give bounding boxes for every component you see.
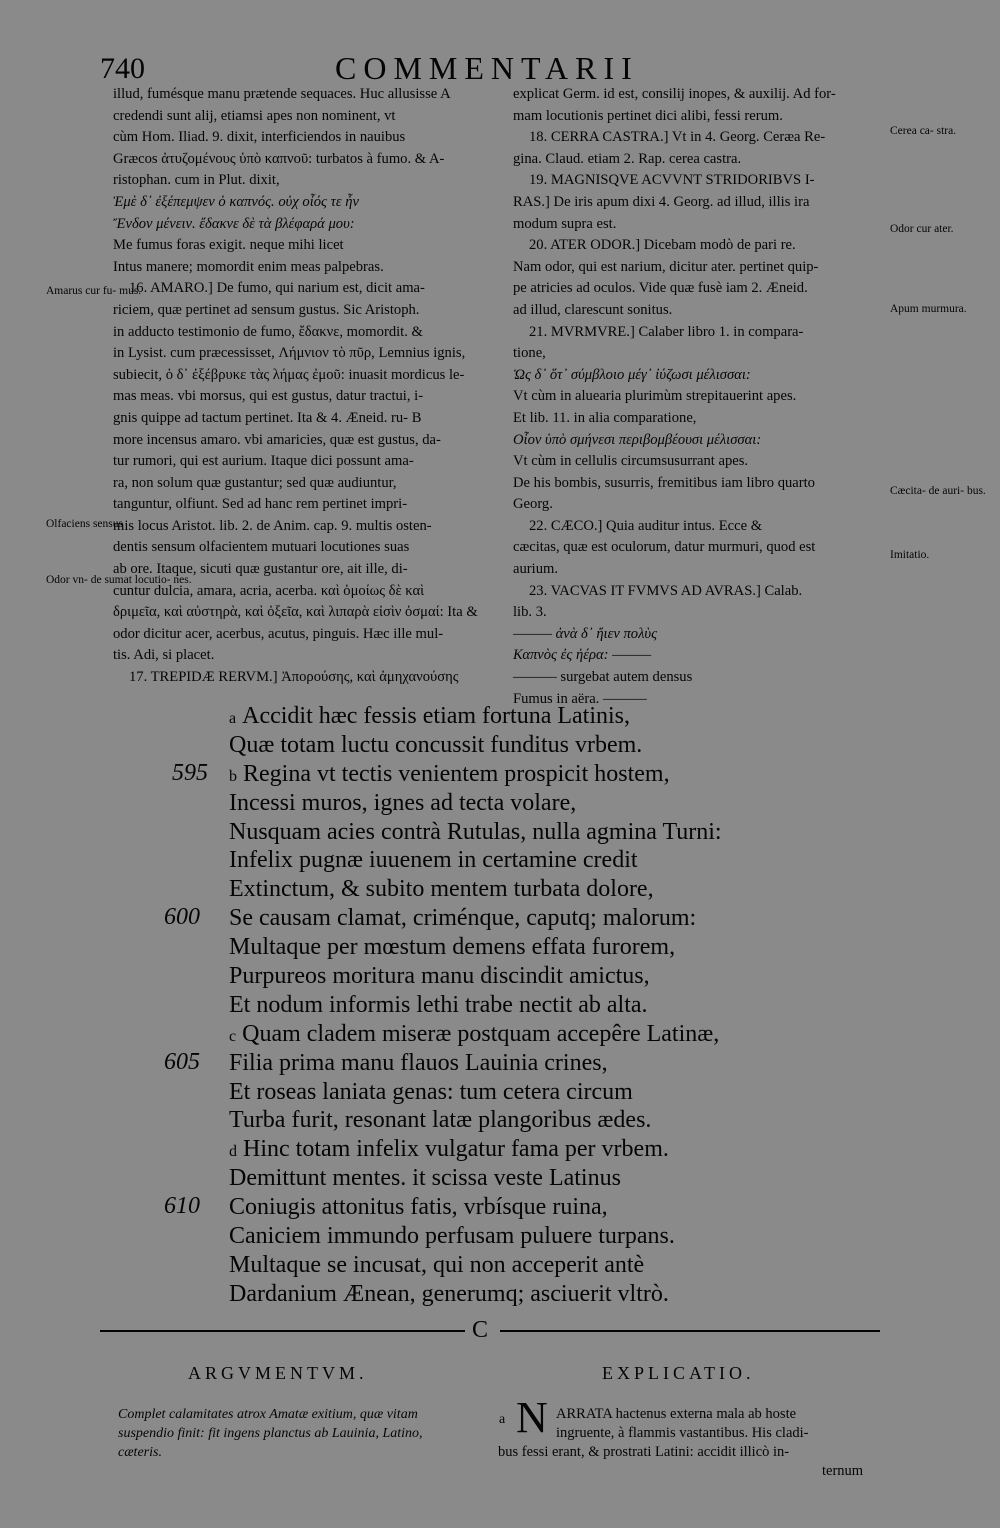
verse-line [229,933,722,962]
margin-note: Odor cur ater. [890,223,954,235]
verse-text: Turba furit, resonant latæ plangoribus ædes. [229,1107,652,1134]
verse-line [229,962,722,991]
commentary-left-column [113,84,501,689]
explicatio-line: ternum [822,1463,864,1479]
verse-text: Extinctum, & subito mentem turbata dolore, [229,876,654,903]
commentary-line: in Lysist. cum præcessisset, Λήμνιον τὸ πῦρ, Lemnius ignis, [113,345,466,362]
verse-text: Dardanium Ænean, generumq; asciuerit vltrò. [229,1280,669,1307]
commentary-line: mis locus Aristot. lib. 2. de Anim. cap. 9. multis osten- [113,517,432,534]
commentary-line: RAS.] De iris apum dixi 4. Georg. ad illud, illis ira [513,193,810,210]
page-number: 740 [100,52,145,85]
commentary-line: aurium. [513,561,558,578]
verse-line [229,1020,722,1049]
argumentum-line: cæteris. [118,1445,162,1460]
commentary-line: Græcos ἀτυζομένους ὑπὸ καπνοῦ: turbatos à fumo. & A- [113,150,445,167]
commentary-line: Vt cùm in cellulis circumsusurrant apes. [513,453,749,470]
commentary-line: gina. Claud. etiam 2. Rap. cerea castra. [513,150,742,167]
commentary-line: cuntur dulcia, amara, acria, acerba. καὶ ὁμοίως δὲ καὶ [113,582,425,599]
argumentum-line: Complet calamitates atrox Amatæ exitium, quæ vitam [118,1407,418,1422]
commentary-line: Nam odor, qui est narium, dicitur ater. pertinet quip- [513,258,819,275]
section-rule-right [500,1330,880,1332]
commentary-line: subiecit, ὁ δ᾽ ἐξέβρυκε τὰς λήμας ἐμοῦ: inuasit mordicus le- [113,366,465,383]
commentary-line: cæcitas, quæ est oculorum, datur murmuri, quod est [513,539,816,556]
commentary-line: illud, fumésque manu prætende sequaces. Huc allusisse A [113,86,451,102]
commentary-line: ——— ἀνὰ δ᾽ ἤιεν πολὺς [513,625,658,642]
commentary-line: cùm Hom. Iliad. 9. dixit, interficiendos in nauibus [113,129,406,146]
verse-line [229,1280,722,1309]
commentary-line: 20. ATER ODOR.] Dicebam modò de pari re. [529,237,796,254]
verse-marker: c [229,1027,237,1045]
verse-line [229,991,722,1020]
commentary-line: tione, [513,345,546,362]
verse-text: Coniugis attonitus fatis, vrbísque ruina, [229,1194,608,1221]
commentary-line: mas meas. vbi morsus, qui est gustus, datur tractui, i- [113,388,424,405]
verse-text: Caniciem immundo perfusam puluere turpans. [229,1223,675,1250]
commentary-line: tur rumori, qui est aurium. Itaque dici possunt ama- [113,453,414,470]
margin-note: Apum murmura. [890,303,967,315]
verse-text: Regina vt tectis venientem prospicit hostem, [243,760,670,787]
commentary-line: modum supra est. [513,215,617,232]
commentary-line: odor dicitur acer, acerbus, acutus, pinguis. Hæc ille mul- [113,625,444,642]
verse-text: Se causam clamat, criménque, caputq; malorum: [229,905,697,932]
explicatio-line: bus fessi erant, & prostrati Latini: accidit illicò in- [498,1444,790,1460]
commentary-line: Georg. [513,496,553,513]
verse-marker: d [229,1143,237,1161]
margin-note: Amarus cur fu- mus. [46,285,142,297]
verse-line [229,1193,722,1222]
line-number: 610 [164,1193,200,1219]
verse-text: Quam cladem miseræ postquam accepêre Latinæ, [242,1020,720,1047]
commentary-line: ristophan. cum in Plut. dixit, [113,172,280,189]
commentary-line: 22. CÆCO.] Quia auditur intus. Ecce & [529,517,763,534]
verse-text: Hinc totam infelix vulgatur fama per vrbem. [243,1136,669,1163]
commentary-line: 21. MVRMVRE.] Calaber libro 1. in compara- [529,323,804,340]
verse-line [229,1251,722,1280]
line-number: 605 [164,1049,200,1075]
section-rule-left [100,1330,465,1332]
line-number: 600 [164,904,200,930]
commentary-line: tanguntur, olfiunt. Sed ad hanc rem pertinet impri- [113,496,408,513]
verse-text: Nusquam acies contrà Rutulas, nulla agmina Turni: [229,818,722,845]
commentary-line: 23. VACVAS IT FVMVS AD AVRAS.] Calab. [529,582,803,599]
explicatio-heading: EXPLICATIO. [602,1363,755,1383]
verse-text: Multaque per mœstum demens effata furorem, [229,934,676,961]
explicatio-line: ARRATA hactenus externa mala ab hoste [556,1406,797,1422]
argumentum-line: suspendio finit: fit ingens planctus ab Lauinia, Latino, [118,1426,423,1441]
commentary-line: riciem, quæ pertinet ad sensum gustus. Sic Aristoph. [113,301,420,318]
verse-text: Multaque se incusat, qui non acceperit antè [229,1251,645,1278]
commentary-line: explicat Germ. id est, consilij inopes, & auxilij. Ad for- [513,86,836,102]
verse-line [229,789,722,818]
verse-line [229,1049,722,1078]
commentary-line: δριμεῖα, καὶ αὐστηρὰ, καὶ ὀξεῖα, καὶ λιπαρὰ εἰσὶν ὀσμαί: Ita & [113,604,478,621]
commentary-line: 18. CERRA CASTRA.] Vt in 4. Georg. Ceræa Re- [529,129,826,146]
commentary-line: dentis sensum olfacientem mutuari locutiones suas [113,539,410,556]
commentary-line: Vt cùm in aluearia plurimùm strepitauerint apes. [513,388,797,405]
verse-line [229,875,722,904]
commentary-line: more incensus amaro. vbi amaricies, quæ est gustus, da- [113,431,441,448]
commentary-line: Fumus in aëra. ——— [513,690,647,707]
commentary-line: ——— surgebat autem densus [513,669,693,686]
commentary-line: gnis quippe ad tactum pertinet. Ita & 4. Æneid. ru- B [113,409,422,426]
verse-text: Purpureos moritura manu discindit amictus, [229,963,650,990]
verse-text: Demittunt mentes. it scissa veste Latinus [229,1165,621,1192]
commentary-line: 16. AMARO.] De fumo, qui narium est, dicit ama- [129,280,425,297]
commentary-line: Intus manere; momordit enim meas palpebras. [113,258,384,275]
signature-mark: C [472,1317,489,1343]
verse-line [229,846,722,875]
commentary-line: credendi sunt alij, etiamsi apes non nominent, vt [113,107,396,124]
verse-line [229,702,722,731]
commentary-line: Me fumus foras exigit. neque mihi licet [113,237,344,254]
commentary-line: Et lib. 11. in alia comparatione, [513,409,697,426]
verse-marker: a [229,710,237,727]
verse-line [229,1164,722,1193]
commentary-line: ad illud, clarescunt sonitus. [513,301,673,318]
verse-text: Incessi muros, ignes ad tecta volare, [229,789,577,816]
commentary-line: mam locutionis pertinet dici alibi, fessi rerum. [513,107,783,124]
commentary-line: in adducto testimonio de fumo, ἔδακνε, momordit. & [113,323,423,340]
margin-note: Cerea ca- stra. [890,125,957,137]
argumentum-heading: ARGVMENTVM. [188,1363,368,1383]
verse-text: Infelix pugnæ iuuenem in certamine credit [229,847,638,874]
explicatio-text [498,1405,864,1481]
margin-note: Odor vn- de sumat locutio- nes. [46,574,192,586]
commentary-line: pe atricies ad oculos. Vide quæ fusè iam 2. Æneid. [513,280,808,297]
verse-line [229,1078,722,1107]
commentary-line: De his bombis, susurris, fremitibus iam libro quarto [513,474,815,491]
verse-text: Accidit hæc fessis etiam fortuna Latinis, [242,703,631,729]
commentary-line: 19. MAGNISQVE ACVVNT STRIDORIBVS I- [529,172,815,189]
commentary-line: tis. Adi, si placet. [113,647,215,664]
explicatio-marker: a [499,1412,506,1427]
verse-text: Filia prima manu flauos Lauinia crines, [229,1049,608,1076]
verse-line [229,818,722,847]
margin-note: Cæcita- de auri- bus. [890,485,986,497]
verse-marker: b [229,767,237,785]
verse-line [229,760,722,789]
verse-line [229,1222,722,1251]
commentary-line: ab ore. Itaque, sicuti quæ gustantur ore, ait ille, di- [113,561,408,578]
verse-line [229,1135,722,1164]
commentary-line: Ὡς δ᾽ ὅτ᾽ σύμβλοιο μέγ᾽ ἰύζωσι μέλισσαι: [513,366,751,383]
commentary-line: Καπνὸς ἐς ἠέρα: ——— [513,647,652,664]
verse-line [229,1106,722,1135]
argumentum-text [118,1405,483,1462]
verse-line [229,904,722,933]
verse-text: Et roseas laniata genas: tum cetera circum [229,1078,633,1105]
line-number: 595 [172,760,208,786]
margin-note: Imitatio. [890,549,930,561]
explicatio-line: ingruente, à flammis vastantibus. His cladi- [556,1425,809,1441]
commentary-line: Ἔνδον μένειν. ἔδακνε δὲ τὰ βλέφαρά μου: [113,215,355,232]
verse-text: Quæ totam luctu concussit funditus vrbem. [229,731,643,758]
commentary-line: ra, non solum quæ gustantur; sed quæ audiuntur, [113,474,397,491]
commentary-line: Οἷον ὑπὸ σμήνεσι περιβομβέουσι μέλισσαι: [513,431,762,448]
commentary-line: lib. 3. [513,604,547,621]
drop-initial: N [516,1393,548,1442]
verse-text: Et nodum informis lethi trabe nectit ab alta. [229,991,648,1018]
verse-line [229,731,722,760]
margin-note: Olfaciens sensus [46,518,123,530]
commentary-right-column [513,84,891,710]
commentary-line: Ἐμὲ δ᾽ ἐξέπεμψεν ὁ καπνός. οὐχ οἷός τε ἦν [113,193,359,210]
poem-text [229,702,722,1309]
commentary-line: 17. TREPIDÆ RERVM.] Ἀπορούσης, καὶ ἀμηχανούσης [129,669,459,686]
running-head: COMMENTARII [335,50,639,86]
